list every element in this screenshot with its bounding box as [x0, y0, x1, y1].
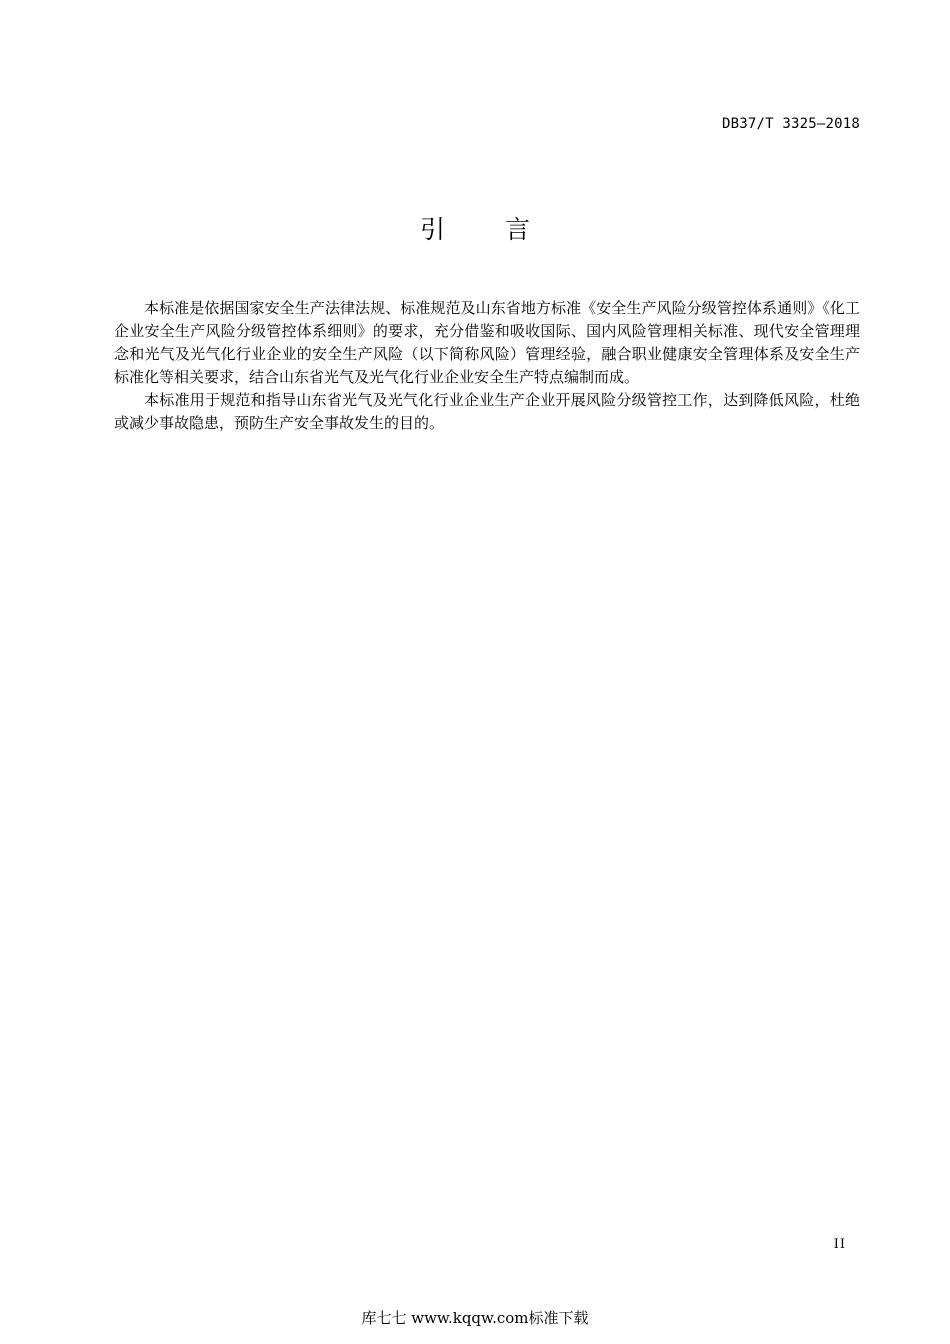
title-char-1: 引	[419, 215, 445, 244]
page-title	[0, 210, 950, 246]
paragraph-1: 本标准是依据国家安全生产法律法规、标准规范及山东省地方标准《安全生产风险分级管控体系通则》《化工企业安全生产风险分级管控体系细则》的要求，充分借鉴和吸收国际、国内风险管理相关标准、现代安全管理理念和光气及光气化行业企业的安全生产风险（以下简称风险）管理经验，融合职业健康安全管理体系及安全生产标准化等相关要求，结合山东省光气及光气化行业企业安全生产特点编制而成。	[114, 299, 860, 386]
standard-code: DB37/T 3325—2018	[721, 116, 860, 132]
introduction-body	[114, 297, 860, 435]
title-char-2: 言	[505, 215, 531, 244]
page-number: II	[833, 1237, 846, 1252]
footer-watermark: 库七七 www.kqqw.com标准下载	[361, 1309, 589, 1327]
paragraph-2: 本标准用于规范和指导山东省光气及光气化行业企业生产企业开展风险分级管控工作，达到降低风险，杜绝或减少事故隐患，预防生产安全事故发生的目的。	[114, 391, 860, 432]
